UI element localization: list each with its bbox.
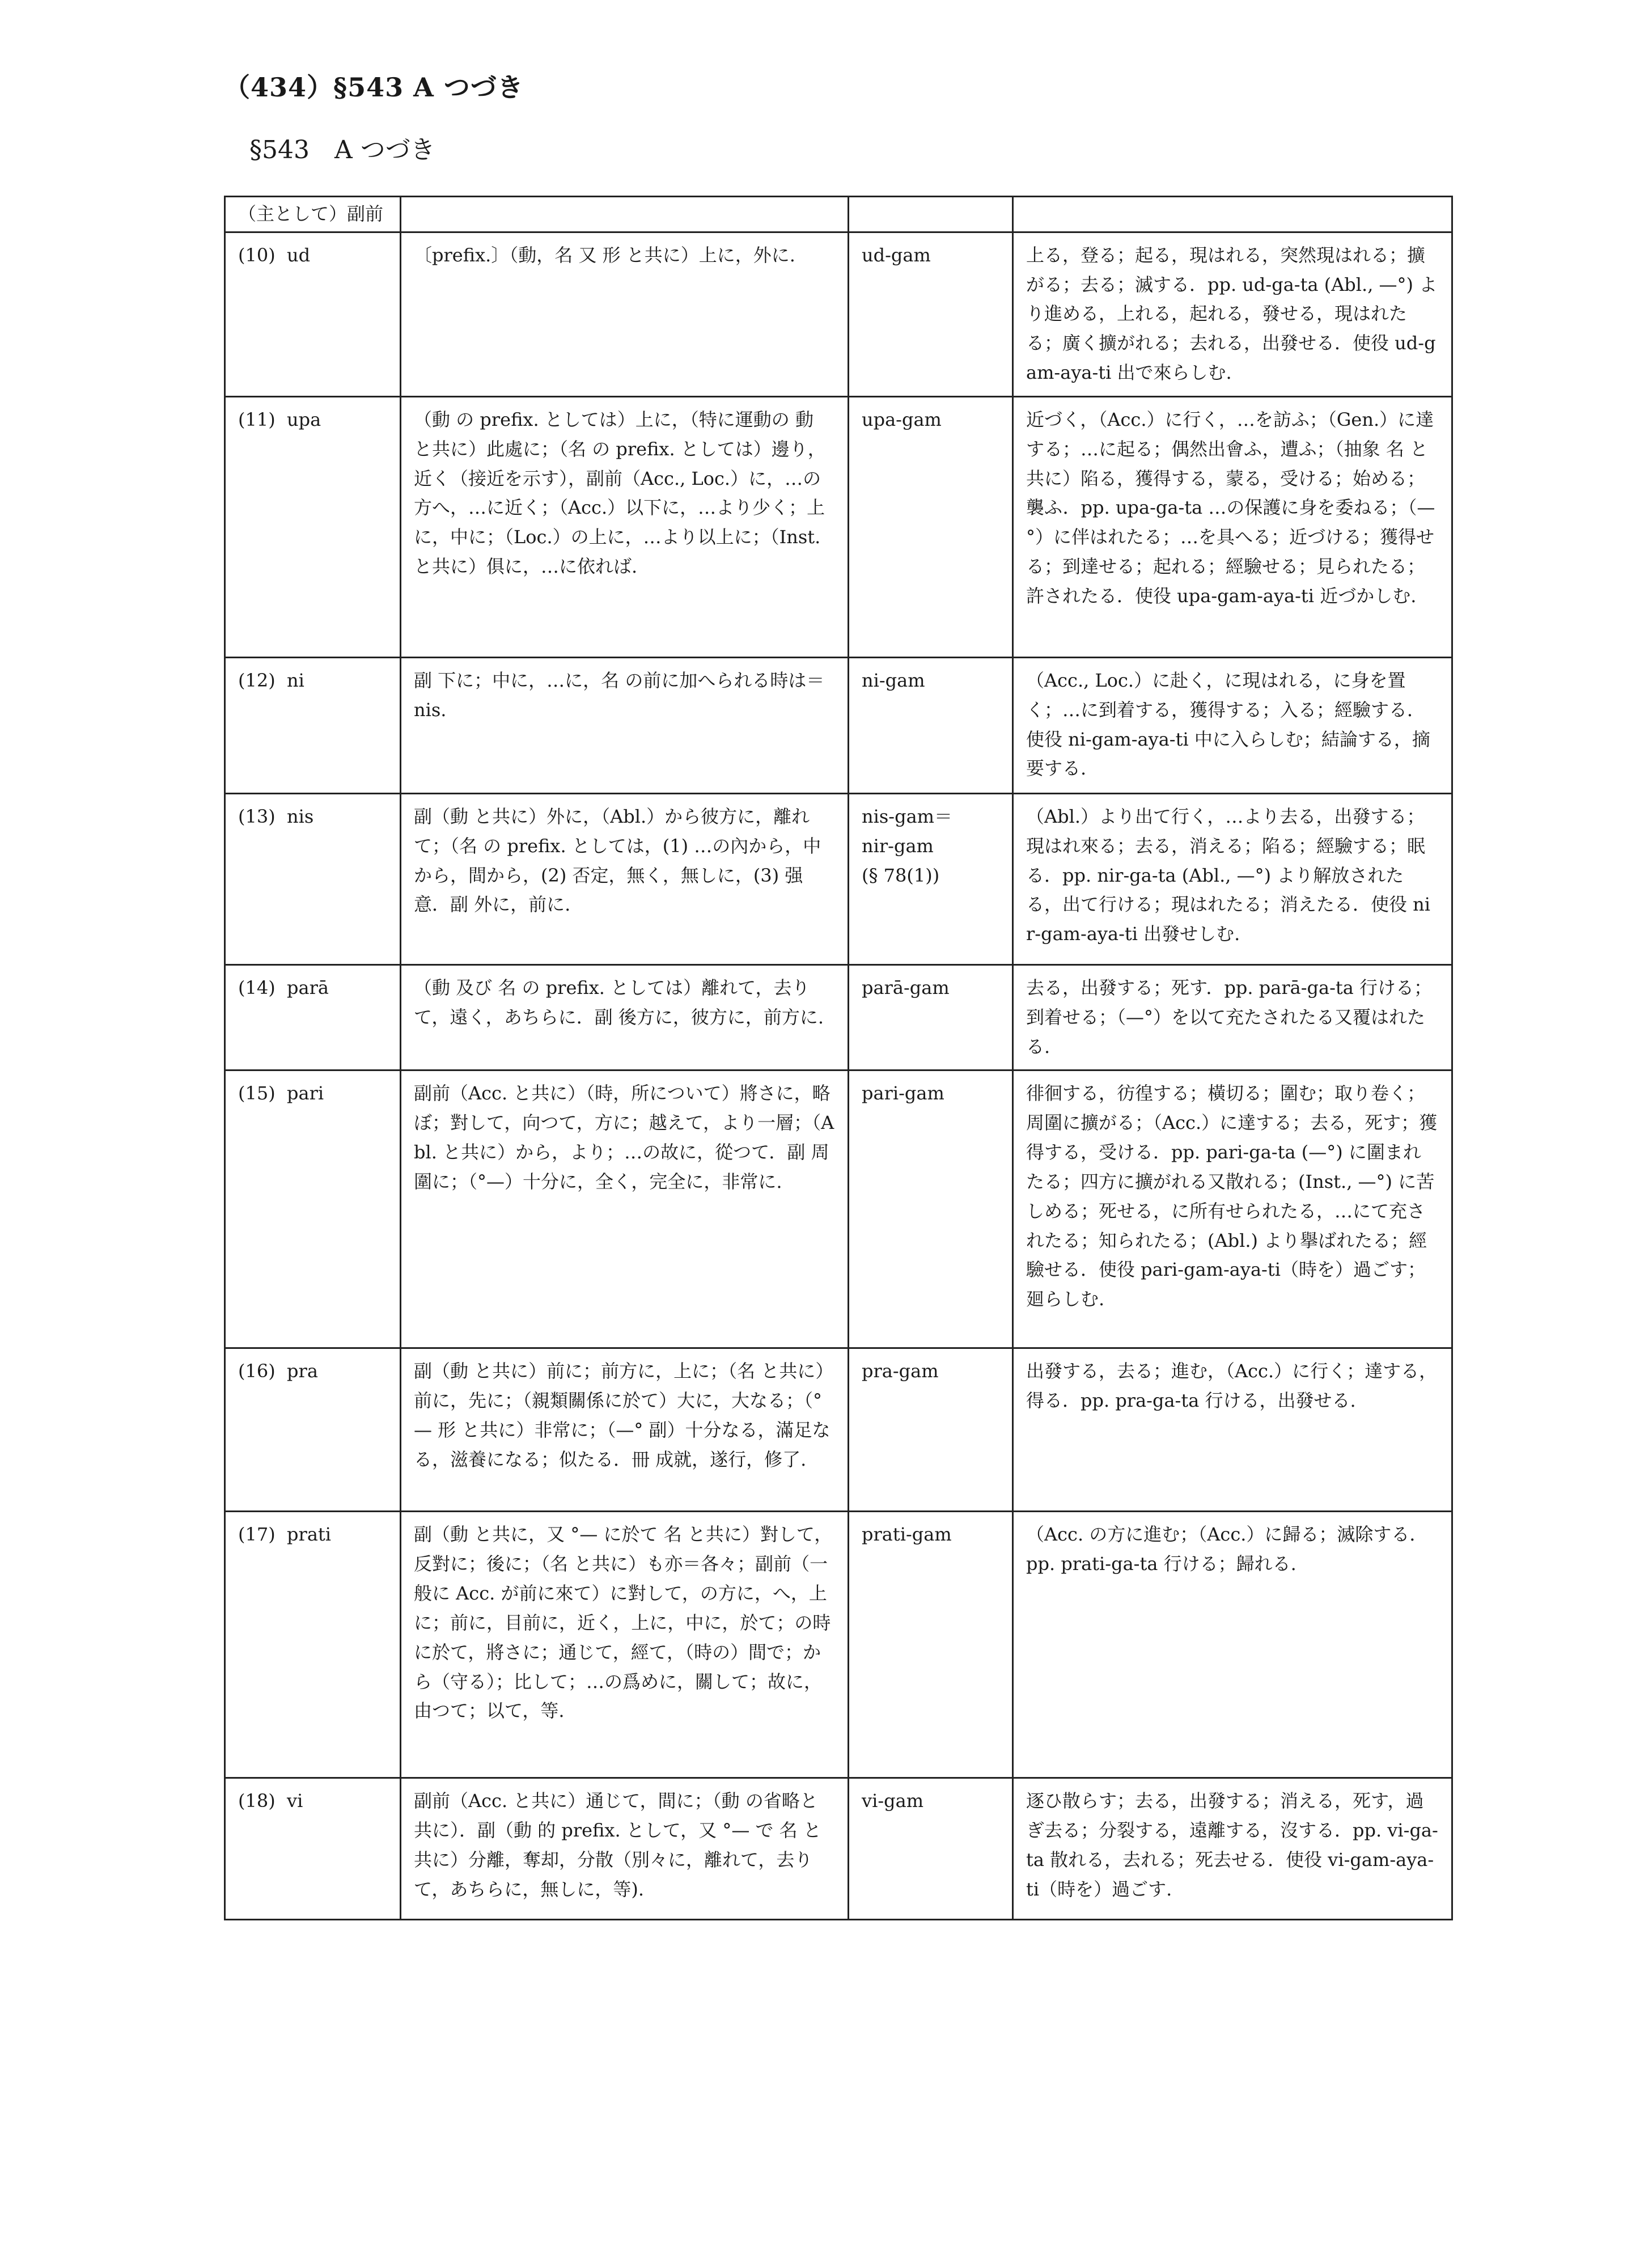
entry-prefix: upa [287,408,321,430]
entry-cell [225,232,401,396]
section-title: §543 A つづき [249,136,435,164]
entry-number: (13) [238,805,276,827]
meaning-cell: 〔prefix.〕（動，名 又 形 と共に）上に，外に. [401,232,849,396]
entry-number: (14) [238,976,276,998]
verb-cell: ni-gam [849,657,1013,793]
gloss-cell: （Abl.）より出て行く，…より去る，出發する；現はれ來る；去る，消える；陷る；經驗する；眠る．pp. nir-ga-ta (Abl., —°) より解放されたる，出て行ける；現はれたる；消えたる．使役 nir-gam-aya-ti 出發せしむ. [1013,793,1452,964]
gloss-cell: 去る，出發する；死す．pp. parā-ga-ta 行ける；到着せる；（—°）を以て充たされたる又覆はれたる. [1013,964,1452,1070]
meaning-cell: （動 の prefix. としては）上に，（特に運動の 動 と共に）此處に；（名 の prefix. としては）邊り，近く（接近を示す），副前（Acc., Loc.）に，…の方へ，…に近く；（Acc.）以下に，…より少く；上に，中に；（Loc.）の上に，…より以上に；（Inst. と共に）俱に，…に依れば. [401,396,849,657]
entry-prefix: ni [287,669,304,691]
meaning-cell: 副前（Acc. と共に）通じて，間に；（動 の省略と共に）．副（動 的 prefix. として，又 °— で 名 と共に）分離，奪却，分散（別々に，離れて，去りて，あちらに，無しに，等). [401,1778,849,1920]
entry-number: (16) [238,1360,276,1382]
meaning-cell: 副（動 と共に，又 °— に於て 名 と共に）對して，反對に；後に；（名 と共に）も亦＝各々；副前（一般に Acc. が前に來て）に對して，の方に，へ，上に；前に，目前に，近く，上に，中に，於て；の時に於て，將さに；通じて，經て，（時の）間で；から（守る）；比して；…の爲めに，關して；故に，由つて；以て，等. [401,1512,849,1778]
meaning-cell: 副（動 と共に）前に；前方に，上に；（名 と共に）前に，先に；（親類關係に於て）大に，大なる；（°— 形 と共に）非常に；（—° 副）十分なる，滿足なる，滋養になる；似たる．冊 成就，遂行，修了. [401,1348,849,1512]
meaning-cell: （動 及び 名 の prefix. としては）離れて，去りて，遠く，あちらに．副 後方に，彼方に，前方に. [401,964,849,1070]
gloss-cell: 上る，登る；起る，現はれる，突然現はれる；擴がる；去る；滅する．pp. ud-ga-ta (Abl., —°) より進める，上れる，起れる，發せる，現はれたる；廣く擴がれる；去れる，出發せる．使役 ud-gam-aya-ti 出で來らしむ. [1013,232,1452,396]
entry-number: (15) [238,1082,276,1105]
entry-cell [225,657,401,793]
table-row [225,964,1452,1070]
entry-prefix: vi [287,1790,303,1812]
entry-cell [225,1348,401,1512]
table-row [225,1778,1452,1920]
entry-cell [225,1070,401,1348]
verb-cell: prati-gam [849,1512,1013,1778]
entry-prefix: ud [287,244,311,266]
entry-prefix: pra [287,1360,318,1382]
header-cell-4 [1013,197,1452,232]
entry-cell [225,964,401,1070]
prefix-table [224,196,1453,1920]
table-header-row [225,197,1452,232]
entry-prefix: prati [287,1524,331,1546]
verb-cell: parā-gam [849,964,1013,1070]
header-cell-1: （主として）副前 [225,197,401,232]
entry-cell [225,1778,401,1920]
entry-number: (18) [238,1790,276,1812]
gloss-cell: 出發する，去る；進む，（Acc.）に行く；達する，得る．pp. pra-ga-ta 行ける，出發せる. [1013,1348,1452,1512]
gloss-cell: （Acc., Loc.）に赴く，に現はれる，に身を置く；…に到着する，獲得する；入る；經驗する．使役 ni-gam-aya-ti 中に入らしむ；結論する，摘要する. [1013,657,1452,793]
gloss-cell: 逐ひ散らす；去る，出發する；消える，死す，過ぎ去る；分裂する，遠離する，沒する．pp. vi-ga-ta 散れる，去れる；死去せる．使役 vi-gam-aya-ti（時を）過ごす. [1013,1778,1452,1920]
entry-number: (10) [238,244,276,266]
gloss-cell: （Acc. の方に進む；（Acc.）に歸る；滅除する．pp. prati-ga-ta 行ける；歸れる. [1013,1512,1452,1778]
verb-cell: upa-gam [849,396,1013,657]
meaning-cell: 副（動 と共に）外に，（Abl.）から彼方に，離れて；（名 の prefix. としては，(1) …の內から，中から，間から，(2) 否定，無く，無しに，(3) 强意．副 外に，前に. [401,793,849,964]
verb-cell: pra-gam [849,1348,1013,1512]
table-row [225,657,1452,793]
gloss-cell: 徘徊する，彷徨する；橫切る；圍む；取り卷く；周圍に擴がる；（Acc.）に達する；去る，死す；獲得する，受ける．pp. pari-ga-ta (—°) に圍まれたる；四方に擴がれる又散れる；(Inst., —°) に苦しめる；死せる，に所有せられたる，…にて充されたる；知られたる；(Abl.) より擧ばれたる；經驗せる．使役 pari-gam-aya-ti（時を）過ごす；廻らしむ. [1013,1070,1452,1348]
header-cell-2 [401,197,849,232]
entry-prefix: parā [287,976,329,998]
table-row [225,396,1452,657]
table-row [225,232,1452,396]
gloss-cell: 近づく，（Acc.）に行く，…を訪ふ；（Gen.）に達する；…に起る；偶然出會ふ，遭ふ；（抽象 名 と共に）陷る，獲得する，蒙る，受ける；始める；襲ふ．pp. upa-ga-ta …の保護に身を委ねる；（—°）に伴はれたる；…を具へる；近づける；獲得せる；到達せる；起れる；經驗せる；見られたる；許されたる．使役 upa-gam-aya-ti 近づかしむ. [1013,396,1452,657]
entry-number: (17) [238,1524,276,1546]
entry-number: (11) [238,408,276,430]
verb-cell: vi-gam [849,1778,1013,1920]
verb-cell: nis-gam＝ nir-gam (§ 78(1)) [849,793,1013,964]
verb-cell: ud-gam [849,232,1013,396]
running-head: （434）§543 A つづき [224,72,524,103]
table-row [225,793,1452,964]
table-row [225,1348,1452,1512]
table-row [225,1512,1452,1778]
meaning-cell: 副 下に；中に，…に，名 の前に加へられる時は＝nis. [401,657,849,793]
entry-number: (12) [238,669,276,691]
verb-cell: pari-gam [849,1070,1013,1348]
entry-prefix: pari [287,1082,324,1105]
table-row [225,1070,1452,1348]
meaning-cell: 副前（Acc. と共に）（時，所について）將さに，略ぼ；對して，向つて，方に；越えて，より一層；（Abl. と共に）から，より；…の故に，從つて．副 周圍に；（°—）十分に，全く，完全に，非常に. [401,1070,849,1348]
entry-cell [225,1512,401,1778]
entry-cell [225,793,401,964]
header-cell-3 [849,197,1013,232]
entry-cell [225,396,401,657]
entry-prefix: nis [287,805,314,827]
